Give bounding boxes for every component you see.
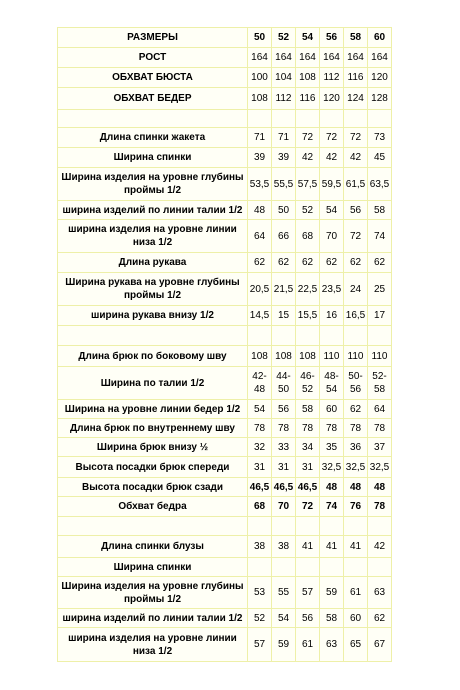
table-row: [58, 88, 392, 110]
row-label: Ширина изделия на уровне глубины проймы 1/2: [58, 577, 248, 609]
size-value-cell: 60: [344, 609, 368, 628]
size-value-cell: 50: [248, 28, 272, 48]
size-value-cell: 62: [248, 253, 272, 273]
size-value-cell: 76: [344, 497, 368, 517]
size-value-cell: [320, 558, 344, 577]
table-row: [58, 628, 392, 662]
size-value-cell: 72: [296, 497, 320, 517]
size-value-cell: 48-54: [320, 367, 344, 400]
table-row: [58, 478, 392, 497]
size-value-cell: 68: [296, 220, 320, 253]
size-value-cell: 64: [368, 400, 392, 419]
table-row: [58, 400, 392, 419]
row-label: Высота посадки брюк спереди: [58, 457, 248, 478]
size-value-cell: 104: [272, 68, 296, 88]
table-row: [58, 497, 392, 517]
size-value-cell: 71: [272, 128, 296, 148]
row-label: ширина изделия на уровне линии низа 1/2: [58, 220, 248, 253]
size-value-cell: 36: [344, 438, 368, 457]
size-value-cell: 57: [296, 577, 320, 609]
size-value-cell: 15: [272, 306, 296, 326]
table-row: [58, 48, 392, 68]
size-value-cell: 72: [344, 220, 368, 253]
table-row: [58, 517, 392, 536]
size-value-cell: 72: [344, 128, 368, 148]
size-value-cell: 42: [368, 536, 392, 558]
size-value-cell: 63,5: [368, 168, 392, 201]
size-value-cell: 108: [248, 88, 272, 110]
size-value-cell: 20,5: [248, 273, 272, 306]
size-value-cell: 42-48: [248, 367, 272, 400]
size-value-cell: 52-58: [368, 367, 392, 400]
size-value-cell: 164: [368, 48, 392, 68]
size-value-cell: 110: [368, 346, 392, 367]
size-value-cell: 65: [344, 628, 368, 662]
size-value-cell: 78: [368, 497, 392, 517]
size-value-cell: 61,5: [344, 168, 368, 201]
size-value-cell: 62: [272, 253, 296, 273]
size-value-cell: 72: [320, 128, 344, 148]
size-value-cell: 164: [320, 48, 344, 68]
size-value-cell: 60: [320, 400, 344, 419]
size-value-cell: 54: [320, 201, 344, 220]
size-value-cell: 54: [296, 28, 320, 48]
size-value-cell: 78: [320, 419, 344, 438]
size-value-cell: 116: [296, 88, 320, 110]
size-value-cell: 32,5: [344, 457, 368, 478]
size-value-cell: 31: [248, 457, 272, 478]
size-value-cell: [320, 326, 344, 346]
size-value-cell: 100: [248, 68, 272, 88]
size-value-cell: 112: [272, 88, 296, 110]
size-value-cell: 35: [320, 438, 344, 457]
size-value-cell: 37: [368, 438, 392, 457]
size-value-cell: 128: [368, 88, 392, 110]
size-value-cell: 110: [344, 346, 368, 367]
row-label: Ширина рукава на уровне глубины проймы 1/2: [58, 273, 248, 306]
size-value-cell: 32,5: [320, 457, 344, 478]
row-label: [58, 517, 248, 536]
size-value-cell: 62: [344, 253, 368, 273]
size-value-cell: 42: [320, 148, 344, 168]
size-value-cell: [272, 110, 296, 128]
row-label: РАЗМЕРЫ: [58, 28, 248, 48]
table-row: [58, 306, 392, 326]
size-value-cell: 50-56: [344, 367, 368, 400]
size-value-cell: 14,5: [248, 306, 272, 326]
size-value-cell: 59,5: [320, 168, 344, 201]
table-row: [58, 577, 392, 609]
size-value-cell: 57: [248, 628, 272, 662]
size-value-cell: 62: [320, 253, 344, 273]
size-value-cell: 63: [320, 628, 344, 662]
size-value-cell: 45: [368, 148, 392, 168]
size-value-cell: 70: [320, 220, 344, 253]
size-value-cell: 16: [320, 306, 344, 326]
size-value-cell: 50: [272, 201, 296, 220]
size-value-cell: 70: [272, 497, 296, 517]
row-label: Ширина спинки: [58, 558, 248, 577]
size-value-cell: 33: [272, 438, 296, 457]
table-row: [58, 346, 392, 367]
size-value-cell: [344, 517, 368, 536]
row-label: ширина изделия на уровне линии низа 1/2: [58, 628, 248, 662]
size-value-cell: 62: [344, 400, 368, 419]
size-value-cell: 78: [272, 419, 296, 438]
size-value-cell: 67: [368, 628, 392, 662]
row-label: Ширина на уровне линии бедер 1/2: [58, 400, 248, 419]
size-value-cell: 164: [272, 48, 296, 68]
table-row: [58, 68, 392, 88]
table-row: [58, 201, 392, 220]
size-chart-body: [58, 28, 392, 662]
size-value-cell: 61: [296, 628, 320, 662]
size-value-cell: 39: [248, 148, 272, 168]
size-value-cell: 41: [344, 536, 368, 558]
size-value-cell: [320, 110, 344, 128]
size-value-cell: [272, 517, 296, 536]
size-value-cell: 112: [320, 68, 344, 88]
size-value-cell: 108: [272, 346, 296, 367]
size-value-cell: 46,5: [272, 478, 296, 497]
size-value-cell: 39: [272, 148, 296, 168]
row-label: [58, 110, 248, 128]
size-value-cell: 58: [296, 400, 320, 419]
size-value-cell: 46-52: [296, 367, 320, 400]
size-value-cell: 63: [368, 577, 392, 609]
row-label: Длина брюк по внутреннему шву: [58, 419, 248, 438]
size-value-cell: 38: [248, 536, 272, 558]
row-label: ширина рукава внизу 1/2: [58, 306, 248, 326]
row-label: ОБХВАТ БЮСТА: [58, 68, 248, 88]
size-value-cell: 68: [248, 497, 272, 517]
table-row: [58, 326, 392, 346]
row-label: Ширина брюк внизу ½: [58, 438, 248, 457]
size-value-cell: [368, 110, 392, 128]
size-value-cell: 62: [296, 253, 320, 273]
size-value-cell: 56: [344, 201, 368, 220]
size-value-cell: 41: [296, 536, 320, 558]
size-value-cell: 62: [368, 609, 392, 628]
row-label: Длина спинки блузы: [58, 536, 248, 558]
table-row: [58, 367, 392, 400]
size-value-cell: 46,5: [248, 478, 272, 497]
size-value-cell: 72: [296, 128, 320, 148]
size-value-cell: 48: [320, 478, 344, 497]
size-value-cell: 48: [344, 478, 368, 497]
size-value-cell: 42: [344, 148, 368, 168]
table-row: [58, 253, 392, 273]
size-value-cell: 64: [248, 220, 272, 253]
table-row: [58, 536, 392, 558]
size-value-cell: 78: [344, 419, 368, 438]
size-value-cell: 54: [272, 609, 296, 628]
size-value-cell: 61: [344, 577, 368, 609]
size-value-cell: 55: [272, 577, 296, 609]
size-value-cell: [296, 517, 320, 536]
size-value-cell: 58: [368, 201, 392, 220]
size-value-cell: 74: [368, 220, 392, 253]
size-value-cell: 74: [320, 497, 344, 517]
row-label: [58, 326, 248, 346]
size-value-cell: 120: [320, 88, 344, 110]
size-value-cell: [344, 558, 368, 577]
size-value-cell: 164: [248, 48, 272, 68]
size-value-cell: 62: [368, 253, 392, 273]
size-value-cell: [368, 558, 392, 577]
table-row: [58, 419, 392, 438]
row-label: ОБХВАТ БЕДЕР: [58, 88, 248, 110]
size-value-cell: 66: [272, 220, 296, 253]
size-value-cell: [248, 326, 272, 346]
row-label: Длина спинки жакета: [58, 128, 248, 148]
size-value-cell: [272, 558, 296, 577]
size-value-cell: [248, 558, 272, 577]
table-row: [58, 168, 392, 201]
size-value-cell: 54: [248, 400, 272, 419]
size-value-cell: 108: [248, 346, 272, 367]
size-value-cell: 21,5: [272, 273, 296, 306]
size-value-cell: 38: [272, 536, 296, 558]
size-value-cell: 53,5: [248, 168, 272, 201]
size-value-cell: 17: [368, 306, 392, 326]
size-value-cell: 108: [296, 346, 320, 367]
size-value-cell: [344, 326, 368, 346]
size-value-cell: [368, 326, 392, 346]
size-value-cell: 15,5: [296, 306, 320, 326]
row-label: РОСТ: [58, 48, 248, 68]
size-value-cell: 56: [272, 400, 296, 419]
size-value-cell: 164: [344, 48, 368, 68]
row-label: Длина рукава: [58, 253, 248, 273]
size-value-cell: 59: [272, 628, 296, 662]
row-label: ширина изделий по линии талии 1/2: [58, 609, 248, 628]
size-value-cell: 48: [368, 478, 392, 497]
size-value-cell: 16,5: [344, 306, 368, 326]
size-value-cell: 78: [368, 419, 392, 438]
table-row: [58, 273, 392, 306]
table-row: [58, 28, 392, 48]
size-value-cell: 32: [248, 438, 272, 457]
size-value-cell: 58: [344, 28, 368, 48]
size-value-cell: 53: [248, 577, 272, 609]
row-label: Ширина изделия на уровне глубины проймы 1/2: [58, 168, 248, 201]
table-row: [58, 128, 392, 148]
row-label: Ширина спинки: [58, 148, 248, 168]
size-value-cell: [296, 326, 320, 346]
size-value-cell: [248, 517, 272, 536]
table-row: [58, 558, 392, 577]
size-value-cell: [248, 110, 272, 128]
size-value-cell: 120: [368, 68, 392, 88]
size-value-cell: 52: [296, 201, 320, 220]
size-value-cell: [368, 517, 392, 536]
size-value-cell: 55,5: [272, 168, 296, 201]
size-value-cell: 164: [296, 48, 320, 68]
size-value-cell: [344, 110, 368, 128]
size-value-cell: 78: [296, 419, 320, 438]
size-value-cell: 42: [296, 148, 320, 168]
size-value-cell: 31: [296, 457, 320, 478]
size-value-cell: [320, 517, 344, 536]
row-label: ширина изделий по линии талии 1/2: [58, 201, 248, 220]
size-value-cell: [272, 326, 296, 346]
size-value-cell: 31: [272, 457, 296, 478]
row-label: Обхват бедра: [58, 497, 248, 517]
size-value-cell: 56: [296, 609, 320, 628]
size-value-cell: 110: [320, 346, 344, 367]
table-row: [58, 110, 392, 128]
size-value-cell: 78: [248, 419, 272, 438]
size-value-cell: 59: [320, 577, 344, 609]
size-value-cell: 52: [248, 609, 272, 628]
size-value-cell: 48: [248, 201, 272, 220]
size-value-cell: 22,5: [296, 273, 320, 306]
size-value-cell: 46,5: [296, 478, 320, 497]
size-value-cell: 108: [296, 68, 320, 88]
size-value-cell: 57,5: [296, 168, 320, 201]
table-row: [58, 457, 392, 478]
row-label: Ширина по талии 1/2: [58, 367, 248, 400]
size-value-cell: [296, 558, 320, 577]
size-value-cell: 32,5: [368, 457, 392, 478]
size-value-cell: 24: [344, 273, 368, 306]
size-value-cell: 58: [320, 609, 344, 628]
size-value-cell: 56: [320, 28, 344, 48]
table-row: [58, 148, 392, 168]
size-value-cell: 124: [344, 88, 368, 110]
size-value-cell: 34: [296, 438, 320, 457]
row-label: Высота посадки брюк сзади: [58, 478, 248, 497]
size-value-cell: 41: [320, 536, 344, 558]
size-value-cell: 73: [368, 128, 392, 148]
table-row: [58, 438, 392, 457]
size-value-cell: 25: [368, 273, 392, 306]
row-label: Длина брюк по боковому шву: [58, 346, 248, 367]
size-value-cell: 44-50: [272, 367, 296, 400]
size-value-cell: 116: [344, 68, 368, 88]
size-value-cell: 60: [368, 28, 392, 48]
size-value-cell: [296, 110, 320, 128]
size-chart-table: [57, 27, 392, 662]
table-row: [58, 220, 392, 253]
size-value-cell: 52: [272, 28, 296, 48]
size-value-cell: 71: [248, 128, 272, 148]
table-row: [58, 609, 392, 628]
size-value-cell: 23,5: [320, 273, 344, 306]
